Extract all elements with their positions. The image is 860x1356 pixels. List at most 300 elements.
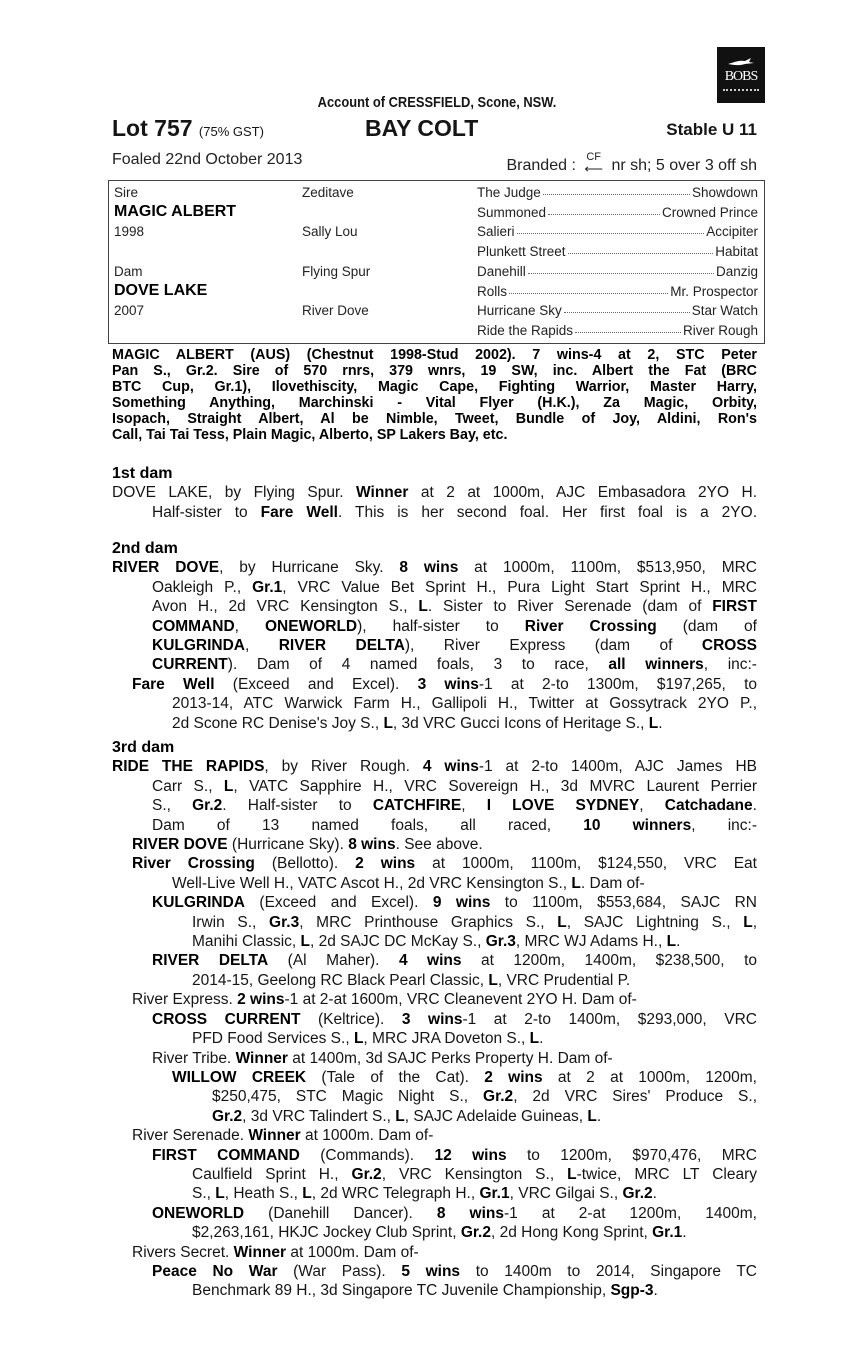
text-run: , Heath S., xyxy=(224,1185,303,1203)
text-line xyxy=(112,893,757,912)
text-line xyxy=(112,854,757,873)
pedigree-row xyxy=(109,224,764,244)
text-run: , xyxy=(639,797,665,815)
progeny-paragraph xyxy=(112,675,757,733)
text-run: Isopach, Straight Albert, Al be Nimble, Tweet, Bundle of Joy, Aldini, Ron's xyxy=(112,411,757,427)
bold-text-run: L xyxy=(666,933,677,951)
text-run: 2013-14, ATC Warwick Farm H., Gallipoli H., Twitter at Gossytrack 2YO P., xyxy=(172,695,757,713)
bold-text-run: Gr.2 xyxy=(483,1088,514,1106)
text-run: (Hurricane Sky). xyxy=(227,836,349,854)
text-run: -twice, MRC LT Cleary xyxy=(576,1165,758,1183)
bold-text-run: 8 wins xyxy=(399,559,459,577)
bold-text-run: 2 wins xyxy=(484,1068,543,1086)
text-line xyxy=(112,1146,757,1165)
text-run: . Half-sister to xyxy=(222,797,373,815)
branded-text: nr sh; 5 over 3 off sh xyxy=(611,157,757,174)
progeny-paragraph xyxy=(112,990,757,1009)
bold-text-run: L xyxy=(571,874,581,892)
great-grandsire-name: Salieri xyxy=(477,224,515,240)
great-grandsire-name: Summoned xyxy=(477,204,547,220)
logo-text: BOBS xyxy=(724,69,758,84)
bold-text-run: KULGRINDA xyxy=(152,637,245,655)
text-run: , 2d Hong Kong Sprint, xyxy=(490,1224,653,1242)
bold-text-run: all winners xyxy=(608,656,704,674)
bold-text-run: CROSS xyxy=(701,637,757,655)
text-run: at 2 at 1000m, AJC Embasadora 2YO H. xyxy=(408,484,758,502)
bold-text-run: CROSS CURRENT xyxy=(152,1010,301,1028)
bold-text-run: 2 wins xyxy=(355,855,416,873)
dam-paragraph xyxy=(112,757,757,835)
bold-text-run: Gr.1 xyxy=(252,578,283,596)
text-run: Call, Tai Tai Tess, Plain Magic, Alberto, SP Lakers Bay, etc. xyxy=(112,427,508,443)
progeny-paragraph xyxy=(112,1146,757,1204)
text-run: at 2 at 1000m, 1200m, xyxy=(542,1068,757,1086)
dot-leader xyxy=(543,185,690,195)
text-run: -1 at 2-to 1400m, AJC James HB xyxy=(478,758,757,776)
bold-text-run: River Crossing xyxy=(524,617,657,635)
text-run: Half-sister to xyxy=(152,503,261,521)
bold-text-run: RIVER DELTA xyxy=(152,952,269,970)
bold-text-run: Peace No War xyxy=(152,1262,278,1280)
bold-text-run: 8 wins xyxy=(436,1204,504,1222)
text-line xyxy=(112,1184,757,1203)
text-line xyxy=(112,1165,757,1184)
bold-text-run: WILLOW CREEK xyxy=(172,1068,307,1086)
bold-text-run: 4 wins xyxy=(398,952,462,970)
text-run: , 2d SAJC DC McKay S., xyxy=(310,933,486,951)
text-run: , VRC Prudential P. xyxy=(497,971,631,989)
text-line xyxy=(112,777,757,796)
great-grandsire-name: Ride the Rapids xyxy=(477,322,574,338)
bold-text-run: L xyxy=(488,971,498,989)
bold-text-run: Catchadane xyxy=(664,797,753,815)
progeny-paragraph xyxy=(112,1262,757,1301)
text-line xyxy=(112,1281,757,1300)
bold-text-run: L xyxy=(418,598,428,616)
bold-text-run: L xyxy=(223,777,234,795)
text-run: -1 at 2-to 1400m, $293,000, VRC xyxy=(462,1010,757,1028)
text-run: . See above. xyxy=(395,836,483,854)
bold-text-run: Winner xyxy=(248,1127,301,1145)
text-run: , MRC JRA Doveton S., xyxy=(363,1030,530,1048)
great-grand-damsire-name: Star Watch xyxy=(691,303,758,319)
parent-name: MAGIC ALBERT xyxy=(114,202,237,220)
progeny-paragraph xyxy=(112,1010,757,1049)
bold-text-run: FIRST xyxy=(712,598,757,616)
text-run: Benchmark 89 H., 3d Singapore TC Juvenile Championship, xyxy=(192,1282,611,1300)
progeny-paragraph xyxy=(112,893,757,951)
great-grand-damsire-name: Mr. Prospector xyxy=(670,283,758,299)
text-line xyxy=(112,379,757,395)
dot-leader xyxy=(575,323,681,333)
text-run: $2,263,161, HKJC Jockey Club Sprint, xyxy=(192,1224,461,1242)
bold-text-run: 12 wins xyxy=(434,1146,507,1164)
text-line xyxy=(112,1126,757,1145)
text-run: . xyxy=(596,1107,602,1125)
text-line xyxy=(112,1068,757,1087)
bold-text-run: Fare Well xyxy=(260,503,338,521)
text-line xyxy=(112,932,757,951)
bold-text-run: L xyxy=(587,1107,597,1125)
bold-text-run: 10 winners xyxy=(583,816,692,834)
text-line xyxy=(112,1087,757,1106)
vendor-account: Account of CRESSFIELD, Scone, NSW. xyxy=(317,94,557,111)
text-run: (Keltrice). xyxy=(300,1010,402,1028)
text-run: . xyxy=(652,1185,657,1203)
bold-text-run: 5 wins xyxy=(401,1262,461,1280)
text-run: , inc:- xyxy=(703,656,757,674)
text-line xyxy=(112,675,757,694)
text-run: Something Anything, Marchinski - Vital Flyer (H.K.), Za Magic, Orbity, xyxy=(112,395,757,411)
text-line xyxy=(112,1223,757,1242)
text-run: Carr S., xyxy=(152,777,224,795)
text-run: at 1000m. Dam of- xyxy=(286,1243,419,1261)
text-line xyxy=(112,971,757,990)
text-run: BTC Cup, Gr.1), Ilovethiscity, Magic Cape, Fighting Warrior, Master Harry, xyxy=(112,379,757,395)
great-grandsire-name: Hurricane Sky xyxy=(477,303,562,319)
bold-text-run: L xyxy=(302,1185,312,1203)
dam-paragraph xyxy=(112,558,757,674)
parent-label: Dam xyxy=(114,263,143,279)
text-run: Pan S., Gr.2. Sire of 570 rnrs, 379 wnrs, 19 SW, inc. Albert the Fat (BRC xyxy=(112,363,757,379)
text-run: River Serenade. xyxy=(132,1127,249,1145)
text-run: -1 at 2-at 1600m, VRC Cleanevent 2YO H. Dam of- xyxy=(284,991,637,1009)
text-run: . xyxy=(752,797,757,815)
bold-text-run: L xyxy=(648,714,659,732)
text-line xyxy=(112,483,757,502)
bold-text-run: CATCHFIRE xyxy=(372,797,462,815)
great-grand-damsire-name: Crowned Prince xyxy=(661,204,758,220)
text-line xyxy=(112,503,757,522)
second-dam-section xyxy=(112,539,757,733)
text-line xyxy=(112,874,757,893)
great-grandsire-name: Danehill xyxy=(477,263,526,279)
text-line xyxy=(112,655,757,674)
text-line xyxy=(112,617,757,636)
pedigree-row xyxy=(109,244,764,264)
great-grandparent-pair xyxy=(477,303,758,318)
progeny-paragraph xyxy=(112,1204,757,1243)
lot-label: Lot 757 xyxy=(112,115,193,141)
bold-text-run: Gr.1 xyxy=(652,1224,683,1242)
great-grand-damsire-name: Habitat xyxy=(715,244,758,260)
grandparent-name: Flying Spur xyxy=(302,263,371,279)
bold-text-run: Gr.2 xyxy=(460,1224,491,1242)
bold-text-run: 3 wins xyxy=(401,1010,463,1028)
text-run: at 1200m, 1400m, $238,500, to xyxy=(461,952,757,970)
progeny-paragraph xyxy=(112,1049,757,1068)
progeny-paragraph xyxy=(112,1126,757,1145)
great-grandsire-name: The Judge xyxy=(477,185,541,200)
bold-text-run: COMMAND xyxy=(152,617,235,635)
parent-name: DOVE LAKE xyxy=(114,281,208,299)
text-run: -1 at 2-at 1200m, 1400m, xyxy=(504,1204,757,1222)
text-line xyxy=(112,1010,757,1029)
bold-text-run: Gr.1 xyxy=(479,1185,510,1203)
text-run: to 1200m, $970,476, MRC xyxy=(506,1146,758,1164)
text-line xyxy=(112,1029,757,1048)
text-run: . Dam of- xyxy=(580,874,645,892)
great-grandparent-pair xyxy=(477,244,758,259)
text-run: , VRC Value Bet Sprint H., Pura Light Start Sprint H., MRC xyxy=(282,578,757,596)
text-line xyxy=(112,951,757,970)
dot-leader xyxy=(517,224,705,234)
progeny-paragraph xyxy=(112,854,757,893)
great-grandparent-pair xyxy=(477,224,758,239)
text-line xyxy=(112,1107,757,1126)
great-grand-damsire-name: River Rough xyxy=(682,322,758,338)
third-dam-section xyxy=(112,738,757,1301)
text-line xyxy=(112,597,757,616)
text-run: S., xyxy=(152,797,193,815)
text-run: , inc:- xyxy=(691,816,757,834)
text-line xyxy=(112,395,757,411)
text-run: (Bellotto). xyxy=(254,855,356,873)
text-line xyxy=(112,578,757,597)
bold-text-run: KULGRINDA xyxy=(152,894,245,912)
text-run: at 1400m, 3d SAJC Perks Property H. Dam of- xyxy=(287,1049,613,1067)
text-run: to 1100m, $553,684, SAJC RN xyxy=(490,894,757,912)
bold-text-run: Winner xyxy=(233,1243,287,1261)
grandparent-name: River Dove xyxy=(302,303,369,319)
bold-text-run: ONEWORLD xyxy=(152,1204,245,1222)
text-line xyxy=(112,913,757,932)
text-run: , VRC Gilgai S., xyxy=(509,1185,623,1203)
brand-mark xyxy=(584,151,603,175)
text-run: , by Hurricane Sky. xyxy=(219,559,400,577)
stable-location: Stable U 11 xyxy=(666,120,757,139)
pedigree-row xyxy=(109,303,764,323)
text-run: , 3d VRC Talindert S., xyxy=(242,1107,396,1125)
bold-text-run: RIVER DOVE xyxy=(132,836,228,854)
text-run: Well-Live Well H., VATC Ascot H., 2d VRC Kensington S., xyxy=(172,874,572,892)
text-run: at 1000m, 1100m, $513,950, MRC xyxy=(458,559,757,577)
text-run: Caulfield Sprint H., xyxy=(192,1165,352,1183)
text-line xyxy=(112,558,757,577)
branding xyxy=(507,151,758,175)
text-line xyxy=(112,714,757,733)
text-run: , SAJC Adelaide Guineas, xyxy=(404,1107,588,1125)
great-grand-damsire-name: Accipiter xyxy=(706,224,758,240)
text-run: $250,475, STC Magic Night S., xyxy=(212,1088,484,1106)
first-dam-section xyxy=(112,464,757,522)
text-run: , by River Rough. xyxy=(264,758,423,776)
foaled-date: Foaled 22nd October 2013 xyxy=(112,151,303,168)
grandparent-name: Zeditave xyxy=(302,185,354,200)
text-run: , MRC Printhouse Graphics S., xyxy=(299,913,558,931)
text-line xyxy=(112,694,757,713)
bold-text-run: RIVER DOVE xyxy=(112,559,220,577)
text-line xyxy=(112,757,757,776)
bold-text-run: 4 wins xyxy=(422,758,479,776)
pedigree-row xyxy=(109,281,764,304)
text-run: . xyxy=(653,1282,658,1300)
text-run: (Al Maher). xyxy=(268,952,399,970)
bold-text-run: River Crossing xyxy=(132,855,255,873)
progeny-paragraph xyxy=(112,1068,757,1126)
text-run: . This is her second foal. Her first foal is a 2YO. xyxy=(337,503,757,521)
text-run: (Commands). xyxy=(299,1146,435,1164)
text-run: (Danehill Dancer). xyxy=(244,1204,437,1222)
branded-label: Branded : xyxy=(506,157,576,174)
progeny-paragraph xyxy=(112,1243,757,1262)
text-line xyxy=(112,835,757,854)
dam-paragraph xyxy=(112,483,757,522)
bold-text-run: Gr.3 xyxy=(485,933,516,951)
bird-logo-icon xyxy=(727,57,755,67)
text-line xyxy=(112,1049,757,1068)
text-run: . xyxy=(682,1224,687,1242)
great-grandparent-pair xyxy=(477,284,758,299)
text-run: Irwin S., xyxy=(192,913,270,931)
lot-number xyxy=(112,115,264,142)
gst-note: (75% GST) xyxy=(198,124,264,139)
text-run: Rivers Secret. xyxy=(132,1243,234,1261)
bold-text-run: ONEWORLD xyxy=(264,617,358,635)
text-run: (dam of xyxy=(656,617,757,635)
text-run: , SAJC Lightning S., xyxy=(566,913,744,931)
text-run: Oakleigh P., xyxy=(152,578,253,596)
bold-text-run: L xyxy=(567,1165,577,1183)
bold-text-run: Gr.3 xyxy=(269,913,300,931)
bold-text-run: L xyxy=(383,714,393,732)
text-run: Avon H., 2d VRC Kensington S., xyxy=(152,598,419,616)
great-grand-damsire-name: Showdown xyxy=(691,185,758,200)
text-run: Dam of 13 named foals, all raced, xyxy=(152,816,584,834)
text-run: River Express. xyxy=(132,991,238,1009)
great-grandparent-pair xyxy=(477,185,758,200)
bold-text-run: Gr.2 xyxy=(212,1107,243,1125)
brand-letters: CF xyxy=(586,151,601,163)
text-run: (War Pass). xyxy=(277,1262,402,1280)
great-grandsire-name: Plunkett Street xyxy=(477,244,566,260)
text-run: DOVE LAKE, by Flying Spur. xyxy=(112,484,357,502)
section-heading: 3rd dam xyxy=(112,739,175,756)
text-run: S., xyxy=(192,1185,216,1203)
text-line xyxy=(112,636,757,655)
bold-text-run: Winner xyxy=(356,484,409,502)
great-grand-damsire-name: Danzig xyxy=(715,263,758,279)
bold-text-run: 9 wins xyxy=(432,894,491,912)
text-run: , xyxy=(461,797,487,815)
text-line xyxy=(112,411,757,427)
text-run: , VRC Kensington S., xyxy=(381,1165,568,1183)
sire-summary xyxy=(112,347,757,443)
text-run: , xyxy=(752,913,757,931)
text-run: , xyxy=(234,617,265,635)
section-heading: 2nd dam xyxy=(112,540,178,557)
bold-text-run: Gr.2 xyxy=(622,1185,653,1203)
text-run: , MRC WJ Adams H., xyxy=(515,933,667,951)
bold-text-run: Gr.2 xyxy=(351,1165,382,1183)
pedigree-table xyxy=(108,180,765,344)
bold-text-run: I LOVE SYDNEY xyxy=(486,797,640,815)
bold-text-run: L xyxy=(557,913,567,931)
text-line xyxy=(112,1243,757,1262)
text-run: . xyxy=(676,933,681,951)
text-run: River Tribe. xyxy=(152,1049,236,1067)
dot-leader xyxy=(548,205,660,215)
text-run: . xyxy=(658,714,663,732)
text-run: , 3d VRC Gucci Icons of Heritage S., xyxy=(392,714,649,732)
text-line xyxy=(112,990,757,1009)
text-line xyxy=(112,796,757,815)
text-line xyxy=(112,816,757,835)
progeny-paragraph xyxy=(112,951,757,990)
bold-text-run: L xyxy=(300,933,310,951)
text-line xyxy=(112,427,757,443)
parent-label: 1998 xyxy=(114,224,145,240)
text-run: 2014-15, Geelong RC Black Pearl Classic, xyxy=(192,971,489,989)
text-run: ), half-sister to xyxy=(357,617,525,635)
text-run: . Sister to River Serenade (dam of xyxy=(427,598,713,616)
progeny-paragraph xyxy=(112,835,757,854)
bold-text-run: L xyxy=(215,1185,225,1203)
text-run: at 1000m. Dam of- xyxy=(300,1127,434,1145)
bold-text-run: Gr.2 xyxy=(192,797,223,815)
bold-text-run: 8 wins xyxy=(348,836,396,854)
text-run: PFD Food Services S., xyxy=(192,1030,354,1048)
bold-text-run: L xyxy=(529,1030,540,1048)
text-run: 2d Scone RC Denise's Joy S., xyxy=(172,714,384,732)
great-grandsire-name: Rolls xyxy=(477,283,508,299)
text-run: , VATC Sapphire H., VRC Sovereign H., 3d MVRC Laurent Perrier xyxy=(233,777,758,795)
dot-leader xyxy=(568,244,714,254)
text-run: at 1000m, 1100m, $124,550, VRC Eat xyxy=(415,855,757,873)
great-grandparent-pair xyxy=(477,205,758,220)
text-run: ), River Express (dam of xyxy=(404,637,702,655)
pedigree-row xyxy=(109,323,764,343)
bold-text-run: FIRST COMMAND xyxy=(152,1146,300,1164)
bold-text-run: CURRENT xyxy=(152,656,228,674)
section-heading: 1st dam xyxy=(112,465,173,482)
horse-description: BAY COLT xyxy=(365,115,479,141)
text-run: , 2d WRC Telegraph H., xyxy=(311,1185,480,1203)
text-line xyxy=(112,347,757,363)
parent-label: 2007 xyxy=(114,303,145,319)
bold-text-run: RIVER DELTA xyxy=(278,637,405,655)
bold-text-run: RIDE THE RAPIDS xyxy=(112,758,265,776)
text-run: (Exceed and Excel). xyxy=(245,894,433,912)
parent-label: Sire xyxy=(114,185,139,200)
dot-leader xyxy=(564,303,690,313)
text-run: Manihi Classic, xyxy=(192,933,301,951)
text-run: ). Dam of 4 named foals, 3 to race, xyxy=(227,656,609,674)
bold-text-run: Fare Well xyxy=(132,675,215,693)
text-run: MAGIC ALBERT (AUS) (Chestnut 1998-Stud 2002). 7 wins-4 at 2, STC Peter xyxy=(112,347,757,363)
text-line xyxy=(112,363,757,379)
text-run: -1 at 2-to 1300m, $197,265, to xyxy=(478,675,758,693)
pedigree-row xyxy=(109,202,764,225)
text-run: , xyxy=(245,637,279,655)
dot-leader xyxy=(509,284,668,294)
dot-leader xyxy=(528,264,714,274)
text-run: (Tale of the Cat). xyxy=(306,1068,485,1086)
grandparent-name: Sally Lou xyxy=(302,224,358,240)
bold-text-run: 2 wins xyxy=(237,991,285,1009)
text-run: (Exceed and Excel). xyxy=(214,675,418,693)
bold-text-run: Sgp-3 xyxy=(610,1282,654,1300)
bold-text-run: Winner xyxy=(235,1049,288,1067)
text-run: to 1400m to 2014, Singapore TC xyxy=(460,1262,757,1280)
great-grandparent-pair xyxy=(477,323,758,338)
text-run: . xyxy=(539,1030,544,1048)
bold-text-run: L xyxy=(353,1030,364,1048)
bold-text-run: L xyxy=(743,913,753,931)
bold-text-run: 3 wins xyxy=(417,675,479,693)
text-run: , 2d VRC Sires' Produce S., xyxy=(513,1088,757,1106)
text-line xyxy=(112,1262,757,1281)
